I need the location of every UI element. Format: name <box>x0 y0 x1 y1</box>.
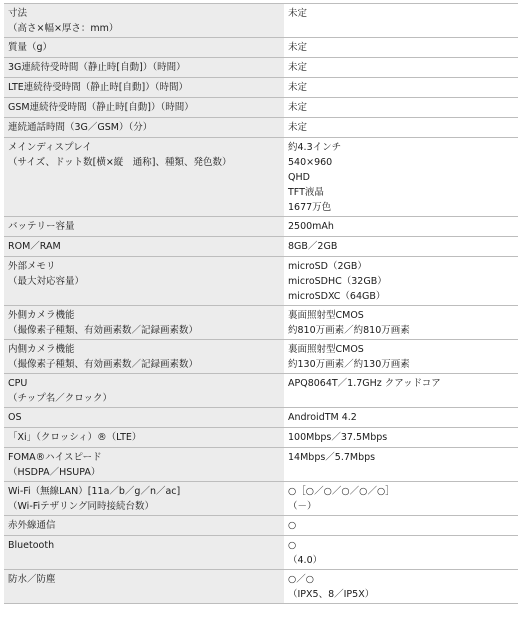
spec-label-cell <box>4 448 284 482</box>
spec-row <box>4 374 518 408</box>
spec-row <box>4 340 518 374</box>
spec-label-cell <box>4 237 284 257</box>
spec-row <box>4 482 518 516</box>
spec-value-cell <box>284 78 518 98</box>
spec-label: 外側カメラ機能 <box>8 310 75 321</box>
spec-value-cell <box>284 536 518 570</box>
spec-value: 未定 <box>288 62 308 73</box>
spec-label-cell <box>4 306 284 340</box>
spec-value: 約810万画素／約810万画素 <box>288 325 410 336</box>
spec-value: ○／○ <box>288 574 315 585</box>
spec-label: （撮像素子種類、有効画素数／記録画素数） <box>8 325 199 336</box>
spec-value: 未定 <box>288 42 308 53</box>
spec-value: microSDHC（32GB） <box>288 276 387 287</box>
spec-label: 「Xi」（クロッシィ）®（LTE） <box>8 432 142 443</box>
spec-value: （－） <box>288 501 317 512</box>
spec-value-cell <box>284 428 518 448</box>
spec-value-cell <box>284 408 518 428</box>
spec-value: 未定 <box>288 82 308 93</box>
spec-label: バッテリー容量 <box>8 221 75 232</box>
spec-label-cell <box>4 138 284 217</box>
spec-value: 裏面照射型CMOS <box>288 344 364 355</box>
spec-row <box>4 98 518 118</box>
spec-label: （最大対応容量） <box>8 276 85 287</box>
spec-label: （HSDPA／HSUPA） <box>8 467 101 478</box>
spec-value-cell <box>284 306 518 340</box>
spec-label-cell <box>4 118 284 138</box>
spec-value: ○［○／○／○／○／○］ <box>288 486 395 497</box>
spec-row <box>4 516 518 536</box>
spec-table <box>4 3 518 604</box>
spec-label: 質量（g） <box>8 42 53 53</box>
spec-value: QHD <box>288 172 310 183</box>
spec-label-cell <box>4 536 284 570</box>
spec-value: 約4.3インチ <box>288 142 342 153</box>
spec-label: GSM連続待受時間（静止時[自動]）（時間） <box>8 102 194 113</box>
spec-value-cell <box>284 217 518 237</box>
spec-value-cell <box>284 237 518 257</box>
spec-value: APQ8064T／1.7GHz クアッドコア <box>288 378 441 389</box>
spec-value-cell <box>284 340 518 374</box>
spec-label: 3G連続待受時間（静止時[自動]）（時間） <box>8 62 186 73</box>
spec-value: 約130万画素／約130万画素 <box>288 359 410 370</box>
spec-label: メインディスプレイ <box>8 142 92 153</box>
spec-label-cell <box>4 428 284 448</box>
spec-row <box>4 448 518 482</box>
spec-label-cell <box>4 482 284 516</box>
spec-label: 連続通話時間（3G／GSM）（分） <box>8 122 153 133</box>
spec-label: 寸法 <box>8 8 28 19</box>
spec-label-cell <box>4 38 284 58</box>
spec-label: Wi-Fi（無線LAN）[11a／b／g／n／ac] <box>8 486 181 497</box>
spec-label: ROM／RAM <box>8 241 61 252</box>
spec-row <box>4 306 518 340</box>
spec-value: ○ <box>288 520 297 531</box>
spec-label-cell <box>4 78 284 98</box>
spec-row <box>4 536 518 570</box>
spec-label: FOMA®ハイスピード <box>8 452 102 463</box>
spec-value: TFT液晶 <box>288 187 324 198</box>
spec-value: （4.0） <box>288 555 323 566</box>
spec-value: AndroidTM 4.2 <box>288 412 357 423</box>
spec-label-cell <box>4 340 284 374</box>
spec-value-cell <box>284 138 518 217</box>
spec-row <box>4 408 518 428</box>
spec-value: microSDXC（64GB） <box>288 291 386 302</box>
spec-row <box>4 4 518 38</box>
spec-label: 赤外線通信 <box>8 520 56 531</box>
spec-row <box>4 257 518 306</box>
spec-value: 未定 <box>288 8 308 19</box>
spec-row <box>4 78 518 98</box>
spec-value-cell <box>284 374 518 408</box>
spec-label: （サイズ、ドット数[横×縦 通称]、種類、発色数） <box>8 157 232 168</box>
spec-value-cell <box>284 4 518 38</box>
spec-label: 外部メモリ <box>8 261 56 272</box>
spec-value-cell <box>284 98 518 118</box>
spec-label-cell <box>4 217 284 237</box>
spec-value-cell <box>284 570 518 604</box>
spec-label-cell <box>4 4 284 38</box>
spec-label-cell <box>4 516 284 536</box>
spec-row <box>4 118 518 138</box>
spec-label: （Wi-Fiテザリング同時接続台数） <box>8 501 154 512</box>
spec-value: （IPX5、8／IP5X） <box>288 589 375 600</box>
spec-value: 2500mAh <box>288 221 334 232</box>
spec-row <box>4 570 518 604</box>
spec-row <box>4 38 518 58</box>
spec-value-cell <box>284 257 518 306</box>
spec-label: OS <box>8 412 22 423</box>
spec-value: 8GB／2GB <box>288 241 338 252</box>
spec-label: （高さ×幅×厚さ：mm） <box>8 23 119 34</box>
spec-label: 防水／防塵 <box>8 574 56 585</box>
spec-value-cell <box>284 58 518 78</box>
spec-value-cell <box>284 482 518 516</box>
spec-value: 未定 <box>288 102 308 113</box>
spec-value: 未定 <box>288 122 308 133</box>
spec-label-cell <box>4 374 284 408</box>
spec-row <box>4 217 518 237</box>
spec-value: 100Mbps／37.5Mbps <box>288 432 388 443</box>
spec-label-cell <box>4 408 284 428</box>
spec-label: CPU <box>8 378 28 389</box>
spec-label: LTE連続待受時間（静止時[自動]）（時間） <box>8 82 188 93</box>
spec-value: ○ <box>288 540 297 551</box>
spec-row <box>4 237 518 257</box>
spec-row <box>4 428 518 448</box>
spec-row <box>4 58 518 78</box>
spec-value-cell <box>284 118 518 138</box>
spec-value: 540×960 <box>288 157 333 168</box>
spec-label: （チップ名／クロック） <box>8 393 113 404</box>
spec-label: （撮像素子種類、有効画素数／記録画素数） <box>8 359 199 370</box>
spec-label-cell <box>4 58 284 78</box>
spec-label: Bluetooth <box>8 540 55 551</box>
spec-value-cell <box>284 448 518 482</box>
spec-label-cell <box>4 257 284 306</box>
spec-value: 1677万色 <box>288 202 332 213</box>
spec-label-cell <box>4 98 284 118</box>
spec-label: 内側カメラ機能 <box>8 344 75 355</box>
spec-value: 裏面照射型CMOS <box>288 310 364 321</box>
spec-value-cell <box>284 516 518 536</box>
spec-label-cell <box>4 570 284 604</box>
spec-table-body <box>4 4 518 604</box>
spec-value: microSD（2GB） <box>288 261 367 272</box>
spec-value: 14Mbps／5.7Mbps <box>288 452 376 463</box>
spec-value-cell <box>284 38 518 58</box>
spec-row <box>4 138 518 217</box>
